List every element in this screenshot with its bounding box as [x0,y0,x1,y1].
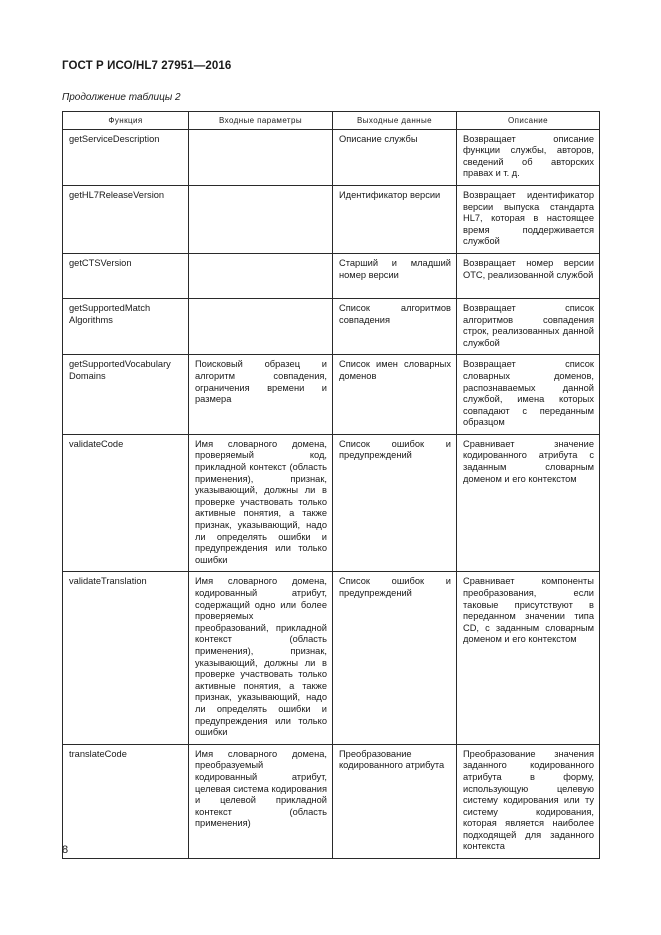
cell-input: Имя словарного домена, кодированный атрибут, содержащий одно или более проверяемых преобразований, прикладной контекст (область применения), признак, указывающий, должны ли в проверке участвовать только активные понятия, а также признак, указывающий, надо ли определять ошибки и предупреждения или только ошибки [189,572,333,744]
cell-description: Возвращает описание функции службы, авторов, сведений об авторских правах и т. д. [457,129,600,185]
cell-description: Преобразование значения заданного кодированного атрибута в форму, использующую целевую систему кодирования или ту систему кодирования, которая является наиболее подходящей для заданного контекста [457,744,600,858]
document-header: ГОСТ Р ИСО/HL7 27951—2016 [62,60,232,72]
cell-function: getServiceDescription [63,129,189,185]
cell-output: Список ошибок и предупреждений [333,434,457,572]
cell-description: Сравнивает значение кодированного атрибута с заданным словарным доменом и его контекстом [457,434,600,572]
cell-function: translateCode [63,744,189,858]
cell-output: Список имен словарных доменов [333,355,457,435]
table-row [63,572,600,744]
cell-function: getSupportedMatch Algorithms [63,298,189,354]
page-number: 8 [62,844,69,856]
cell-input [189,185,333,253]
table-row [63,744,600,858]
cell-input [189,253,333,298]
column-header-description: Описание [457,112,600,130]
table-row [63,185,600,253]
cell-output: Список ошибок и предупреждений [333,572,457,744]
functions-table [62,111,600,859]
cell-output: Идентификатор версии [333,185,457,253]
table-row [63,129,600,185]
cell-input: Имя словарного домена, проверяемый код, прикладной контекст (область применения), признак, указывающий, должны ли в проверке участвовать только активные понятия, а также признак, указывающий, надо ли определять ошибки и предупреждения или только ошибки [189,434,333,572]
column-header-function: Функция [63,112,189,130]
cell-input [189,129,333,185]
cell-function: getCTSVersion [63,253,189,298]
table-row [63,298,600,354]
cell-description: Возвращает номер версии ОТС, реализованной службой [457,253,600,298]
column-header-input: Входные параметры [189,112,333,130]
table-row [63,355,600,435]
cell-function: getHL7ReleaseVersion [63,185,189,253]
cell-description: Сравнивает компоненты преобразования, если таковые присутствуют в переданном значении типа CD, с заданным словарным доменом и его контекстом [457,572,600,744]
column-header-output: Выходные данные [333,112,457,130]
cell-description: Возвращает список алгоритмов совпадения строк, реализованных данной службой [457,298,600,354]
table-row [63,434,600,572]
cell-description: Возвращает список словарных доменов, распознаваемых данной службой, имена которых совпадают с переданным образцом [457,355,600,435]
table-continuation-caption: Продолжение таблицы 2 [62,92,181,103]
table-header-row [63,112,600,130]
cell-function: getSupportedVocabulary Domains [63,355,189,435]
cell-function: validateTranslation [63,572,189,744]
cell-function: validateCode [63,434,189,572]
cell-output: Список алгоритмов совпадения [333,298,457,354]
cell-output: Описание службы [333,129,457,185]
cell-input [189,298,333,354]
cell-output: Преобразование кодированного атрибута [333,744,457,858]
table-row [63,253,600,298]
cell-description: Возвращает идентификатор версии выпуска стандарта HL7, которая в настоящее время поддерживается службой [457,185,600,253]
cell-input: Поисковый образец и алгоритм совпадения, ограничения времени и размера [189,355,333,435]
cell-input: Имя словарного домена, преобразуемый кодированный атрибут, целевая система кодирования и целевой прикладной контекст (область применения) [189,744,333,858]
cell-output: Старший и младший номер версии [333,253,457,298]
